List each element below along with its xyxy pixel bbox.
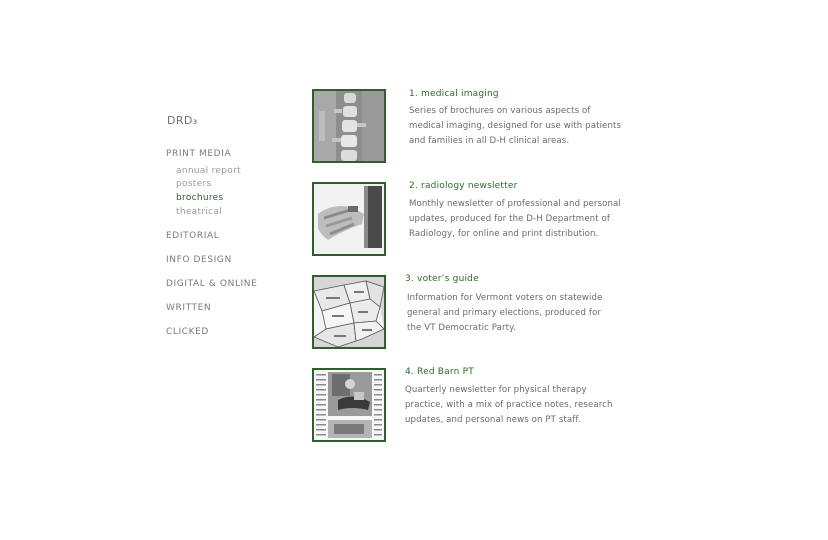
item-1-title[interactable]: 1. medical imaging (409, 89, 499, 99)
item-2-title[interactable]: 2. radiology newsletter (409, 181, 518, 191)
thumb-voters-guide[interactable] (312, 275, 386, 349)
thumb-medical-imaging[interactable] (312, 89, 386, 163)
nav-sub-posters[interactable]: posters (176, 179, 212, 189)
spine-xray-image (314, 91, 384, 161)
item-3-title[interactable]: 3. voter’s guide (405, 274, 479, 284)
item-4-title[interactable]: 4. Red Barn PT (405, 367, 474, 377)
nav-info-design[interactable]: INFO DESIGN (166, 255, 232, 265)
nav-digital-online[interactable]: DIGITAL & ONLINE (166, 279, 258, 289)
nav-print-media[interactable]: PRINT MEDIA (166, 149, 232, 159)
thumb-radiology-newsletter[interactable] (312, 182, 386, 256)
nav-written[interactable]: WRITTEN (166, 303, 212, 313)
thumb-red-barn-pt[interactable] (312, 368, 386, 442)
hand-photo-image (314, 184, 384, 254)
item-3-desc: Information for Vermont voters on statewide general and primary elections, produced for the VT Democratic Party. (407, 293, 603, 333)
vermont-map-image (314, 277, 384, 347)
nav-clicked[interactable]: CLICKED (166, 327, 209, 337)
item-1-desc: Series of brochures on various aspects of medical imaging, designed for use with patients and families in all D-H clinical areas. (409, 106, 622, 146)
item-4-desc: Quarterly newsletter for physical therapy practice, with a mix of practice notes, research updates, and personal news on PT staff. (405, 385, 613, 425)
nav-sub-annual-report[interactable]: annual report (176, 166, 241, 176)
pt-newsletter-image (314, 370, 384, 440)
item-2-desc: Monthly newsletter of professional and personal updates, produced for the D-H Department of Radiology, for online and print distribution. (409, 199, 621, 239)
nav-sub-theatrical[interactable]: theatrical (176, 207, 222, 217)
nav-sub-brochures[interactable]: brochures (176, 193, 224, 203)
site-logo[interactable]: DRD₃ (167, 114, 198, 127)
nav-editorial[interactable]: EDITORIAL (166, 231, 220, 241)
